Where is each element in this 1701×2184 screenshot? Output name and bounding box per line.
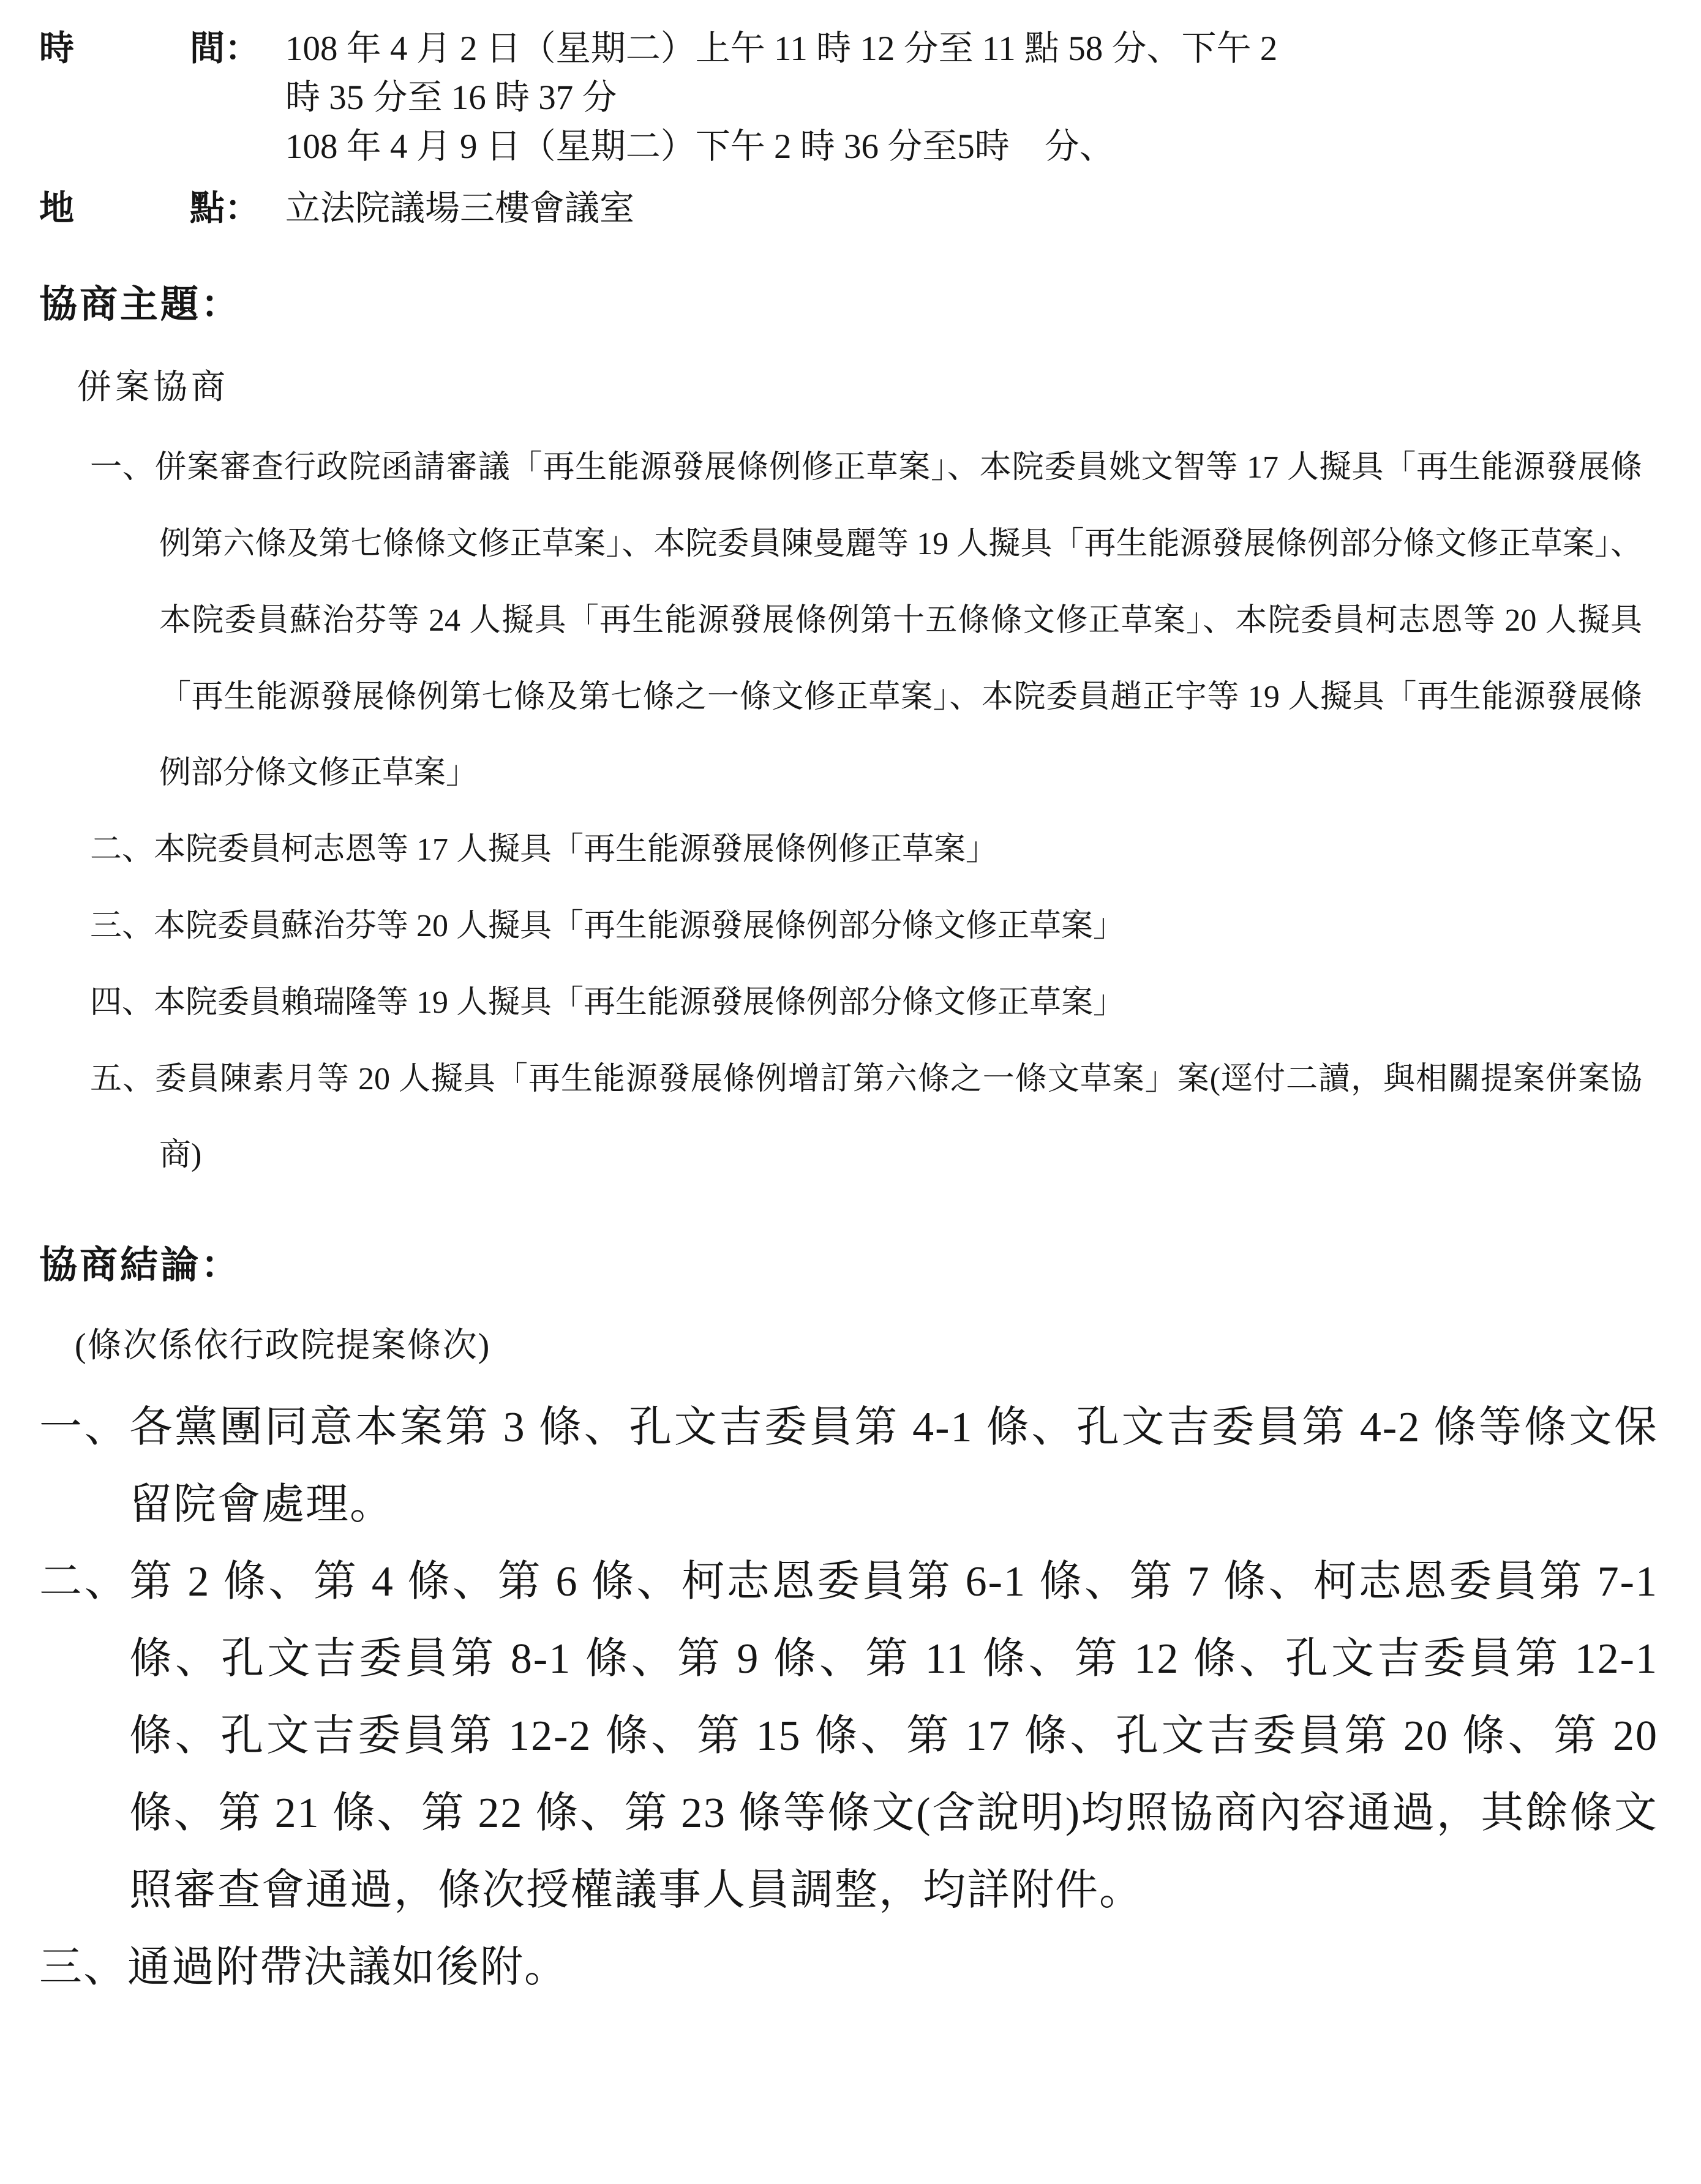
conclusion-item-3: 三、通過附帶決議如後附。 xyxy=(39,1944,568,1992)
place-label-rest: 點： xyxy=(190,189,260,228)
place-row xyxy=(39,184,1658,233)
topic-item-3: 三、本院委員蘇治芬等 20 人擬具「再生能源發展條例部分條文修正草案」 xyxy=(90,908,1125,944)
conclusion-item-2: 二、第 2 條、第 4 條、第 6 條、柯志恩委員第 6-1 條、第 7 條、柯志恩委員第 7-1 條、孔文吉委員第 8-1 條、第 9 條、第 11 條、第 12 條、孔文吉委員第 12-1 條、孔文吉委員第 12-2 條、第 15 條、第 17 條、孔文吉委員第 20 條、第 20 條、第 21 條、第 22 條、第 23 條等條文(含說明)均照協商內容通過，其餘條文照審查會通過，條次授權議事人員調整，均詳附件。 xyxy=(39,1558,1658,1915)
place-value: 立法院議場三樓會議室 xyxy=(285,189,634,228)
conclusion-note: (條次係依行政院提案條次) xyxy=(75,1327,491,1365)
time-value xyxy=(285,24,1658,171)
time-label xyxy=(39,24,260,73)
time-line-1: 108 年 4 月 2 日（星期二）上午 11 時 12 分至 11 點 58 分、下午 2 xyxy=(285,29,1278,68)
topic-item-2: 二、本院委員柯志恩等 17 人擬具「再生能源發展條例修正草案」 xyxy=(90,832,998,868)
document-page xyxy=(39,24,1658,2160)
time-line-3: 108 年 4 月 9 日（星期二）下午 2 時 36 分至5時 分、 xyxy=(285,127,1114,166)
conclusion-item-1: 一、各黨團同意本案第 3 條、孔文吉委員第 4-1 條、孔文吉委員第 4-2 條等條文保留院會處理。 xyxy=(39,1404,1658,1529)
topic-item-4: 四、本院委員賴瑞隆等 19 人擬具「再生能源發展條例部分條文修正草案」 xyxy=(90,985,1125,1020)
topic-item-5: 五、委員陳素月等 20 人擬具「再生能源發展條例增訂第六條之一條文草案」案(逕付二讀，與相關提案併案協商) xyxy=(90,1061,1642,1173)
place-label xyxy=(39,184,260,233)
time-row xyxy=(39,24,1658,171)
time-label-rest: 間： xyxy=(190,29,260,68)
time-line-2: 時 35 分至 16 時 37 分 xyxy=(285,78,617,117)
topic-list xyxy=(90,430,1642,1194)
conclusion-heading: 協商結論： xyxy=(39,1245,242,1287)
topic-item-1: 一、併案審查行政院函請審議「再生能源發展條例修正草案」、本院委員姚文智等 17 人擬具「再生能源發展條例第六條及第七條條文修正草案」、本院委員陳曼麗等 19 人擬具「再生能源發展條例部分條文修正草案」、本院委員蘇治芬等 24 人擬具「再生能源發展條例第十五條條文修正草案」、本院委員柯志恩等 20 人擬具「再生能源發展條例第七條及第七條之一條文修正草案」、本院委員趙正宇等 19 人擬具「再生能源發展條例部分條文修正草案」 xyxy=(90,450,1642,791)
place-label-first: 地 xyxy=(39,189,74,228)
topic-subheading: 併案協商 xyxy=(77,369,229,407)
topic-heading: 協商主題： xyxy=(39,284,242,326)
conclusion-list xyxy=(39,1389,1658,2006)
time-label-first: 時 xyxy=(39,29,74,68)
